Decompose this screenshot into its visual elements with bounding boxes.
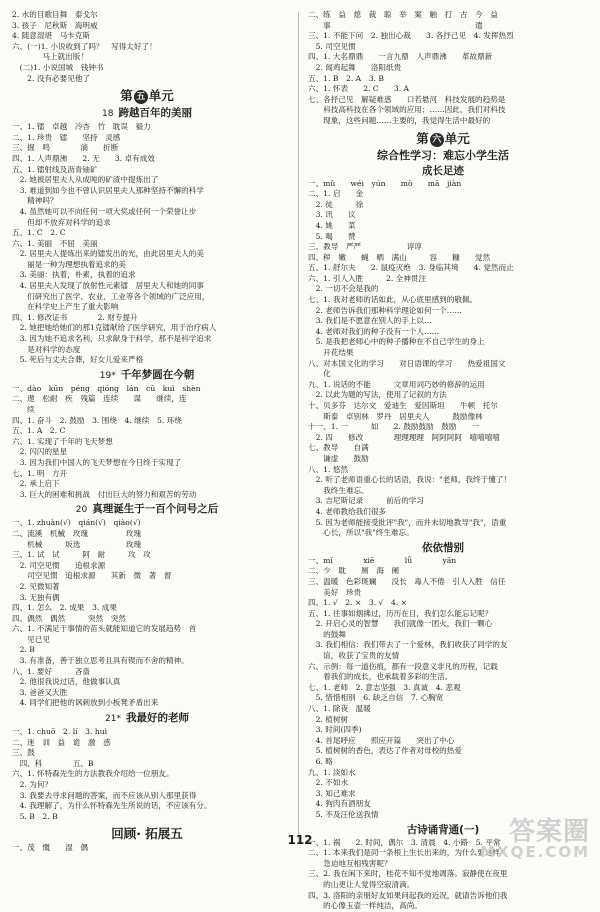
lesson-number: 20 bbox=[75, 505, 88, 516]
answer-line: 一、mǐ xiē lǚ yān bbox=[308, 555, 457, 565]
answer-line: 八、对本国文化的学习 对日语课的学习 热爱祖国文 bbox=[308, 358, 506, 368]
answer-line: 机械 坂选 玫瑰 bbox=[12, 539, 142, 549]
unit-number-badge: 六 bbox=[430, 133, 444, 147]
unit-heading-suffix: · 拓展五 bbox=[136, 826, 183, 842]
answer-line: 5. 不及汪伦送我情 bbox=[308, 809, 379, 819]
answer-line: 六、1. 不满足于事情的苗头就能知道它的发展趋势 首 bbox=[12, 624, 197, 634]
lesson-title bbox=[12, 712, 282, 726]
answer-line: 是对科学的态度 bbox=[12, 344, 81, 354]
lesson-number: 19* bbox=[99, 370, 116, 381]
page-number: 112 bbox=[287, 833, 313, 847]
answer-line: 八、1. 悠然 bbox=[308, 464, 349, 474]
lesson-title bbox=[12, 107, 282, 121]
lesson-title-text: 跨越百年的美丽 bbox=[118, 107, 192, 120]
answer-line: 七、1. 我对老师的话如此，从心底里感到的敬佩。 bbox=[308, 295, 478, 305]
answer-line: 九、1. 淡如水 bbox=[308, 767, 356, 777]
answer-line: 十一、1. 一 如 2. 鼓励鼓励 鼓励 一 bbox=[308, 422, 480, 432]
answer-line: 化 bbox=[308, 369, 331, 379]
answer-line: 六、示例：每一道伤痕，都有一段意义非凡的历程，记载 bbox=[308, 661, 498, 671]
answer-line: 四、1. 奋斗 2. 鼓励 3. 围绕 4. 继续 5. 环绕 bbox=[12, 415, 182, 425]
answer-line: 2. 植树树 bbox=[308, 714, 349, 724]
answer-line: 3. 知己难求 bbox=[308, 788, 356, 798]
answer-line: 在科学史上产生了重大影响 bbox=[12, 302, 119, 312]
answer-line: 4. 同学们把他的讽刺放到小板凳矛盾出来 bbox=[12, 698, 159, 708]
answer-line: 3. 孩子 尼秋斯 海明威 bbox=[12, 20, 98, 30]
answer-line: 5. 植树树的香色，表达了作者对母校的热爱 bbox=[308, 746, 462, 756]
watermark-line1: 答案圈 bbox=[508, 817, 590, 847]
answer-line: 七、1. 老师 2. 意志坚强 3. 真诚 4. 悲观 bbox=[308, 682, 461, 692]
answer-line: 六、1. 实现了千年的飞天梦想 bbox=[12, 436, 113, 446]
answer-line: 4. 姚 菜 bbox=[308, 220, 356, 230]
column-divider bbox=[298, 12, 299, 842]
answer-line: 谦虚 鼓励 bbox=[308, 453, 369, 463]
unit-heading bbox=[12, 88, 282, 104]
answer-line: 三、温暖 色彩斑斓 没长 毒人不倦 引人入胜 信任 bbox=[308, 576, 506, 586]
answer-line: 2. 没有必要见他了 bbox=[12, 73, 91, 83]
answer-line: 4. 老师教给我们很多 bbox=[308, 506, 387, 516]
answer-line: 四、偶然 偶然 突然 突然 bbox=[12, 613, 126, 623]
watermark-logo bbox=[480, 819, 590, 860]
unit-subheading: 综合性学习：难忘小学生活 bbox=[377, 148, 509, 162]
answer-line: 的山更让人觉得空寂清滴。 bbox=[308, 879, 415, 889]
answer-line: 二、练 益 熄 裁 聪 举 案 触 打 古 今 益 bbox=[308, 10, 498, 19]
lesson-number: 18 bbox=[102, 109, 114, 120]
lesson-title bbox=[12, 369, 282, 383]
lesson-title-text: 依依惜别 bbox=[422, 541, 464, 554]
answer-line: 2. 闪闪的星星 bbox=[12, 447, 68, 457]
answer-line: 续 bbox=[12, 405, 35, 414]
answer-line: 二、迷 训 益 诡 激 惑 bbox=[12, 737, 111, 747]
answer-line: 三、掘 鸣 淌 折断 bbox=[12, 143, 119, 153]
answer-line: 谊，收获了宝贵的友情 bbox=[308, 651, 400, 661]
answer-line: 二、遨 松耐 疾 残篇 连续 谋 继续，连 bbox=[12, 394, 187, 404]
answer-line: 司空见惯 追根求源 其新 微 著 督 bbox=[12, 571, 172, 581]
answer-line: 四、1. 修改证书 2. 财专提升 bbox=[12, 312, 138, 322]
answer-line: 2. 她把她给她们的那1克镭献给了医学研究，用于治疗病人 bbox=[12, 323, 217, 333]
answer-line: 二、1. 本来我们是同一条根上生长出来的，为什么要这样 bbox=[308, 848, 500, 858]
lesson-title-text: 千年梦圆在今朝 bbox=[120, 368, 195, 381]
answer-line: 6. 略 bbox=[308, 757, 333, 766]
answer-line: 2. 以此为题的写法，使用了记叙的方法 bbox=[308, 390, 447, 400]
answer-line: 2. 为何？ bbox=[12, 780, 53, 789]
answer-line: 4. 我理解了，为什么怀特森先生所说的话，不应该有分。 bbox=[12, 801, 212, 811]
answer-line: 四、1. 大名鼎鼎 一言九鼎 人声鼎沸 革故鼎新 bbox=[308, 52, 493, 62]
answer-line: 3. 无独有偶 bbox=[12, 592, 60, 602]
answer-line: 2. 司空见惯 追根求源 bbox=[12, 560, 106, 570]
lesson-number: 21* bbox=[105, 714, 121, 725]
answer-line: 2. 一切不会是我的 bbox=[308, 284, 379, 294]
unit-heading-prefix: 回顾 bbox=[111, 826, 137, 842]
answer-line: 二、流溪 机械 玫瑰 玫瑰 bbox=[12, 528, 142, 538]
answer-line: 现象，这些问题……主要的，我觉得生活中最好的 bbox=[308, 115, 491, 125]
answer-line: 四、秽 嫩 蝇 晒 满山 容 糠 觉然 bbox=[308, 252, 491, 262]
answer-line: 精神吗？ bbox=[12, 196, 58, 206]
answer-line: 5. 司空见惯 bbox=[308, 41, 356, 51]
answer-line: 马上就出版！ bbox=[12, 52, 88, 62]
answer-line: 3. 我要去寻求问题的答案，而不应该从别人那里获得 bbox=[12, 790, 197, 800]
unit-number-badge: 五 bbox=[134, 90, 148, 104]
answer-line: 八、1. 要好 吝啬 bbox=[12, 666, 91, 676]
answer-line: 五、1. 舒尔夫 2. 鼠疫灭绝 3. 身临其境 4. 觉然而止 bbox=[308, 263, 514, 273]
answer-line: 3. 时间(四季) bbox=[308, 725, 362, 735]
answer-line: 的心像玉壶一样纯洁，高尚。 bbox=[308, 901, 422, 911]
answer-line: 5. 死后与丈夫合葬，好女儿爱来严格 bbox=[12, 355, 144, 365]
answer-line: 三、教导 严严 谆谆 bbox=[308, 242, 422, 252]
answer-line: 3. 因为她不追求名利，只求献身于科学，那不是科学追求 bbox=[12, 334, 212, 344]
answer-line: 3. 我们相信：我们带去了一个爱林，我们收获了同学的友 bbox=[308, 640, 508, 650]
answer-line: 3. 美丽：执着，朴素，执着的追求 bbox=[12, 270, 136, 280]
answer-line: 2. 开启心灵的智慧 我们就像一团火，我们一颗心 bbox=[308, 619, 493, 629]
answer-line: (二)1. 小说国城 钱钟书 bbox=[12, 62, 104, 72]
answer-line: 六、1. 怀特森先生的方法教我介绍给一位朋友。 bbox=[12, 769, 174, 779]
unit-heading-prefix: 第 bbox=[416, 130, 429, 146]
answer-line: 但却不放弃对科学的追求 bbox=[12, 217, 111, 227]
unit-heading bbox=[308, 131, 578, 147]
answer-line: 五、1. 镭射线及沥青铀矿 bbox=[12, 164, 98, 174]
answer-line: 六、(一)1. 小说收到了吗？ 写得太好了！ bbox=[12, 41, 157, 51]
lesson-title-text: 古诗诵背通(一) bbox=[406, 823, 480, 836]
answer-line: 4. 居里夫人发现了放射性元素镭 居里夫人和她的同事 bbox=[12, 281, 204, 291]
answer-line: 2. 居里夫人提炼出来的镭发出的光，由此居里夫人的美 bbox=[12, 249, 204, 259]
answer-line: 的鼓舞 bbox=[308, 629, 346, 639]
unit-heading-suffix: 单元 bbox=[148, 88, 174, 104]
answer-line: 5. 喝 赞 bbox=[308, 231, 356, 241]
answer-line: 3. 因为我们中国人的飞天梦想在今日终于实现了 bbox=[12, 457, 182, 467]
answer-line: 2. 徒 徐 bbox=[308, 199, 364, 209]
answer-line: 三、1. 试 试 阿 耐 攻 攻 bbox=[12, 550, 151, 560]
answer-line: 三、鼓 bbox=[12, 748, 172, 758]
answer-line: 事 遣 bbox=[308, 20, 483, 30]
answer-line: 五、1. C 2. C bbox=[12, 228, 66, 238]
answer-line: 斯泰 卓别林 罗丹 居里夫人 鼓励像林 bbox=[308, 411, 483, 421]
answer-line: 一、mǔ wéi yún mò mā jiàn bbox=[308, 178, 462, 188]
answer-line: 2. 闻鸡起舞 洛阳纸贵 bbox=[308, 62, 402, 72]
answer-line: 3. 吉尼斯记录 前后的学习 bbox=[308, 496, 424, 506]
answer-line: 三、2. 我在闲下来时，桂花不知不觉地凋落。寂静使在夜里 bbox=[308, 869, 508, 879]
answer-line: 2. 他很我说过话，他做事认真 bbox=[12, 677, 121, 687]
answer-line: 十、贝多芬 达尔文 爱迪生 爱因斯坦 牛顿 托尔 bbox=[308, 401, 498, 410]
answer-line: 一、1. 祸 2. 时间，偶尔 3. 清晨 4. 小路 5. 平常 bbox=[308, 837, 501, 847]
lesson-title-text: 成长足迹 bbox=[422, 164, 464, 177]
answer-line: 5. 惜惜相别 6. 缺乏自信 7. 心胸宽 bbox=[308, 693, 444, 703]
answer-line: 六、1. 美丽 不屈 美丽 bbox=[12, 238, 98, 248]
unit-heading-prefix: 第 bbox=[120, 88, 133, 104]
answer-line: 一、1. zhuàn(√) qián(√) qiào(√) bbox=[12, 518, 141, 528]
answer-line: 4. 首尾呼应 照应开篇 突出了中心 bbox=[308, 735, 455, 745]
answer-line: 3. 有准备，善于独立思考且具有锲而不舍的精神。 bbox=[12, 656, 189, 666]
answer-line: 丽是一种为理想执着追求的美 bbox=[12, 259, 126, 269]
answer-line: 二、1. 启 金 bbox=[308, 189, 364, 199]
lesson-title bbox=[12, 503, 282, 517]
lesson-title bbox=[308, 165, 578, 178]
answer-line: 2. 老师告诉我们那种科学理论如何一个…… bbox=[308, 305, 462, 315]
answer-line: 5. 是我把老师心中的种子播种在不自己学生的身上 bbox=[308, 337, 485, 347]
answer-line: 科技高科技在各个领域的应用；……因此，我们对科技 bbox=[308, 105, 506, 115]
answer-line: 心长，所以"我"终生难忘。 bbox=[308, 528, 414, 538]
answer-line: 4. 虽然她可以不向任何一项大奖或任何一个荣誉让步 bbox=[12, 206, 197, 216]
answer-line: 我终生难忘。 bbox=[308, 485, 369, 495]
answer-line: 二、1. 珍贵 镭 坚持 灵感 bbox=[12, 132, 121, 142]
answer-line: 五、1. 往事如烟拂过，历历在目，我们怎么能忘记呢？ bbox=[308, 608, 493, 618]
watermark-line2: MXQE.COM bbox=[480, 843, 590, 861]
answer-line: 2. 听了老师语重心长的话语，我说："老师，我终于懂了！ bbox=[308, 475, 511, 485]
lesson-title-text: 我最好的老师 bbox=[125, 712, 189, 725]
answer-line: 着我们的成长，也承载着多彩的生活。 bbox=[308, 672, 453, 682]
answer-line: 4. 狗肉有酒朋友 bbox=[308, 799, 371, 809]
answer-line: 4. 老师对我们的种子没有一个人…… bbox=[308, 326, 440, 336]
answer-line: 3. 难道到如今也不曾认识居里夫人那种坚持不懈的科学 bbox=[12, 185, 204, 195]
answer-line: 2. 她被居里夫人从成吨的矿渣中提炼出了 bbox=[12, 175, 159, 185]
answer-line: 九、1. 说话的不能 文章用词巧妙的修辞的运用 bbox=[308, 379, 485, 389]
answer-line: 一、1. 镭 卓越 冷杏 竹 耽误 毅力 bbox=[12, 122, 151, 132]
answer-line: 五、1. B 2. A 3. B bbox=[308, 73, 384, 83]
answer-line: 们研究出了医学、农业、工业等各个领域的广泛应用， bbox=[12, 291, 210, 301]
answer-line: 一、dào kūn péng qióng lán cū kuì shèn bbox=[12, 383, 201, 393]
left-column bbox=[12, 10, 282, 853]
answer-line: 七、教导 自满 bbox=[308, 443, 369, 453]
answer-line: 开花结果 bbox=[308, 348, 354, 358]
answer-line: 四、3. 洛阳的亲朋好友如果问起我的近况，就请告诉他们我 bbox=[308, 890, 508, 900]
answer-line: 一、茂 慨 湿 偶 bbox=[12, 843, 88, 853]
answer-line: 七、1. 明 方开 bbox=[12, 468, 68, 478]
answer-line: 六、1. 引人入胜 2. 全神贯注 bbox=[308, 273, 427, 283]
answer-line: 四、1. √ 2. × 3. √ 4. × bbox=[308, 598, 408, 608]
answer-line: 3. 爸爸又大胜 bbox=[12, 687, 121, 697]
lesson-title-text: 真理诞生于一百个问号之后 bbox=[92, 503, 219, 516]
answer-line: 3. 巨大的困难和挑战 付出巨大的努力和艰苦的劳动 bbox=[12, 489, 197, 499]
answer-line: 2. 承上启下 bbox=[12, 479, 60, 489]
answer-line: 见已见 bbox=[12, 634, 50, 644]
answer-line: 四、1. 人声鼎沸 2. 无 3. 卓有成效 bbox=[12, 153, 155, 163]
answer-line: 一、1. chuō 2. lí 3. huì bbox=[12, 727, 108, 737]
answer-line: 五、1. A 2. C bbox=[12, 426, 66, 436]
lesson-title bbox=[308, 542, 578, 555]
answer-line: 5. 因为老师能接受批评"我"，而并未切地教导"我"，语重 bbox=[308, 517, 507, 527]
answer-line: 四、1. 怎么 2. 成果 3. 成果 bbox=[12, 603, 117, 613]
answer-line: 急迫地互相残害呢？ bbox=[308, 858, 392, 868]
answer-line: 2. 水的目歌目舞 泰戈尔 bbox=[12, 10, 98, 19]
answer-line: 2. 四 修改 理理理理 阿阿阿阿 嘻嘻嘻嘻 bbox=[308, 432, 500, 442]
answer-line: 2. 见微知著 bbox=[12, 581, 60, 591]
unit-heading-suffix: 单元 bbox=[444, 130, 470, 146]
answer-line: 八、1. 除夜 温暖 bbox=[308, 704, 371, 714]
answer-line: 三、1. 不能下问 2. 独出心裁 3. 各抒己见 4. 发挥热烈 bbox=[308, 31, 514, 41]
answer-line: 四、科 五、B bbox=[12, 758, 94, 768]
answer-line: 2. B bbox=[12, 645, 35, 655]
answer-line: 5. B 2. B bbox=[12, 811, 58, 821]
answer-line: 4. 随意湿堪 马卡克斯 bbox=[12, 31, 91, 41]
answer-line: 七、各抒己见 解疑难惑 口若悬河 科技发展的趋势是 bbox=[308, 94, 506, 104]
answer-line: 2. 不如水 bbox=[308, 778, 349, 788]
answer-line: 3. 讯 议 bbox=[308, 210, 356, 220]
answer-line: 美好 珍贵 bbox=[308, 587, 362, 597]
answer-line: 二、少 耽 厕 海 阑 bbox=[308, 566, 400, 576]
answer-line: 六、1. 怀表 2. C 3. A bbox=[308, 84, 410, 94]
answer-line: 3. 我们是不愿意在别人的手上以… bbox=[308, 316, 432, 326]
